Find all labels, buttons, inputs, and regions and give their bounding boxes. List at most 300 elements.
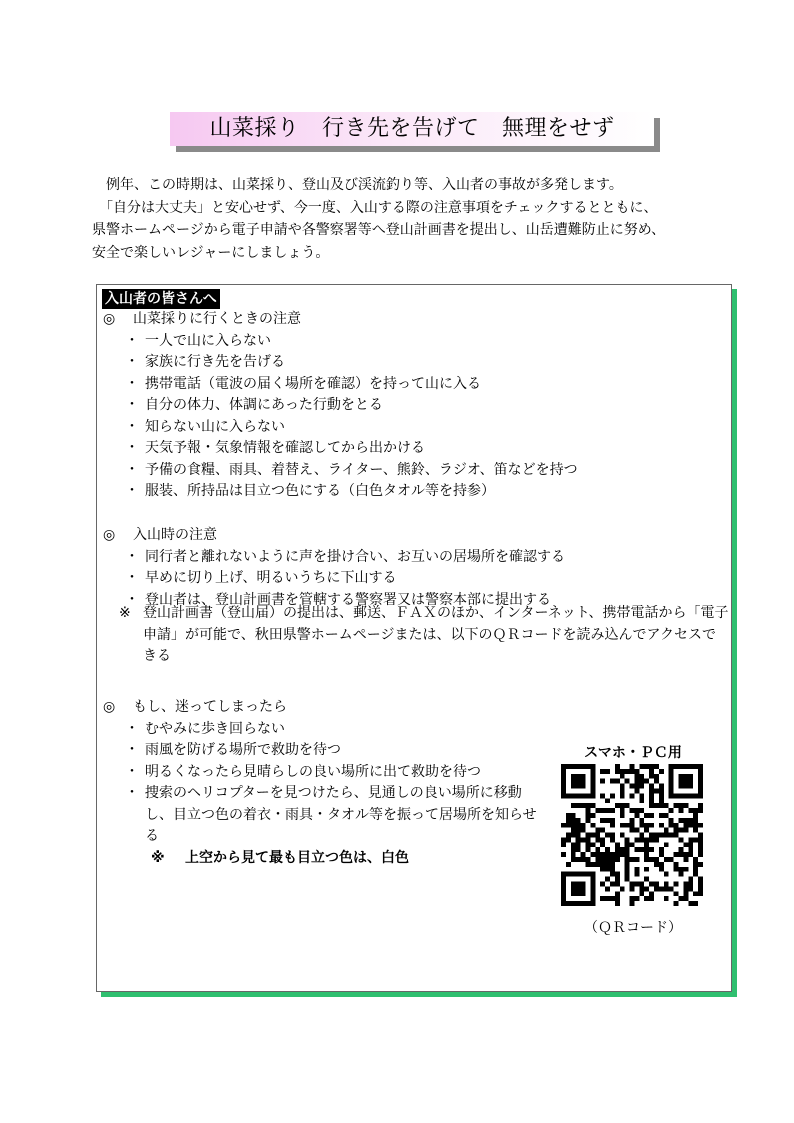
page-title: 山菜採り 行き先を告げて 無理をせず (170, 112, 654, 146)
qr-module (649, 857, 654, 862)
checklist (103, 331, 578, 503)
qr-module (683, 823, 688, 828)
qr-module (683, 886, 688, 891)
qr-module (688, 842, 693, 847)
qr-module (610, 837, 615, 842)
qr-module (561, 837, 566, 842)
qr-module (634, 857, 639, 862)
qr-module (581, 793, 586, 798)
qr-module (698, 793, 703, 798)
qr-module (561, 882, 566, 887)
qr-module (674, 882, 679, 887)
qr-module (630, 818, 635, 823)
qr-module (634, 896, 639, 901)
qr-module (590, 882, 595, 887)
qr-module (576, 901, 581, 906)
qr-module (693, 813, 698, 818)
qr-module (630, 896, 635, 901)
qr-module (585, 803, 590, 808)
qr-module (566, 818, 571, 823)
qr-module (610, 852, 615, 857)
qr-module (659, 886, 664, 891)
qr-module (571, 803, 576, 808)
qr-module (600, 818, 605, 823)
qr-module (644, 877, 649, 882)
qr-module (630, 808, 635, 813)
qr-module (698, 833, 703, 838)
qr-module (698, 784, 703, 789)
qr-module (683, 764, 688, 769)
qr-module (581, 891, 586, 896)
list-item: ・ 天気予報・気象情報を確認してから出かける (103, 438, 578, 460)
qr-module (698, 837, 703, 842)
qr-module (659, 798, 664, 803)
qr-module (561, 769, 566, 774)
qr-module (693, 764, 698, 769)
qr-module (693, 818, 698, 823)
qr-module (698, 788, 703, 793)
title-banner (170, 112, 654, 146)
qr-module (625, 867, 630, 872)
qr-module (649, 882, 654, 887)
qr-module (649, 793, 654, 798)
qr-module (664, 896, 669, 901)
qr-module (610, 882, 615, 887)
qr-module (610, 857, 615, 862)
list-item: ・ 一人で山に入らない (103, 331, 578, 353)
qr-module (571, 784, 576, 789)
qr-module (605, 798, 610, 803)
bullet-icon: ・ (125, 720, 139, 737)
qr-module (688, 882, 693, 887)
qr-module (669, 764, 674, 769)
qr-module (571, 813, 576, 818)
qr-module (590, 803, 595, 808)
qr-module (644, 842, 649, 847)
qr-module (581, 828, 586, 833)
qr-module (693, 823, 698, 828)
qr-module (590, 833, 595, 838)
qr-module (634, 774, 639, 779)
qr-module (566, 872, 571, 877)
qr-module (561, 764, 566, 769)
qr-module (679, 803, 684, 808)
qr-module (605, 818, 610, 823)
qr-module (576, 784, 581, 789)
qr-module (620, 788, 625, 793)
qr-module (679, 837, 684, 842)
qr-module (664, 833, 669, 838)
qr-module (576, 823, 581, 828)
qr-module (581, 837, 586, 842)
qr-module (698, 847, 703, 852)
qr-module (605, 852, 610, 857)
qr-module (669, 774, 674, 779)
qr-module (639, 847, 644, 852)
qr-module (644, 779, 649, 784)
qr-module (610, 896, 615, 901)
qr-module (654, 788, 659, 793)
qr-module (698, 779, 703, 784)
qr-module (576, 837, 581, 842)
section-heading (103, 309, 578, 331)
section-heading-text: もし、迷ってしまったら (133, 699, 287, 715)
qr-module (688, 837, 693, 842)
qr-module (615, 847, 620, 852)
qr-module (571, 793, 576, 798)
list-item: ・ 早めに切り上げ、明るいうちに下山する (103, 568, 565, 590)
qr-module (600, 842, 605, 847)
qr-module (600, 808, 605, 813)
qr-module (654, 833, 659, 838)
qr-module (644, 867, 649, 872)
bullet-icon: ・ (125, 570, 139, 586)
qr-module (590, 901, 595, 906)
qr-module (659, 788, 664, 793)
qr-module (595, 852, 600, 857)
qr-module (625, 837, 630, 842)
emphasis-text: 上空から見て最も目立つ色は、白色 (185, 849, 409, 866)
qr-module (566, 833, 571, 838)
intro-line: 例年、この時期は、山菜採り、登山及び渓流釣り等、入山者の事故が多発します。 (92, 177, 623, 193)
qr-module (634, 779, 639, 784)
qr-code-icon[interactable] (561, 764, 703, 906)
qr-module (693, 862, 698, 867)
list-item: ・ むやみに歩き回らない (103, 719, 545, 741)
qr-module (664, 803, 669, 808)
qr-module (698, 774, 703, 779)
qr-module (581, 779, 586, 784)
qr-module (561, 793, 566, 798)
list-item: ・ 服装、所持品は目立つ色にする（白色タオル等を持参） (103, 481, 578, 503)
intro-line: 県警ホームページから電子申請や各警察署等へ登山計画書を提出し、山岳遭難防止に努め、 (92, 222, 666, 238)
qr-module (625, 857, 630, 862)
qr-module (669, 833, 674, 838)
qr-module (610, 872, 615, 877)
list-item: ・ 雨風を防げる場所で救助を待つ (103, 740, 545, 762)
qr-module (615, 877, 620, 882)
qr-module (585, 872, 590, 877)
bullet-icon: ・ (125, 354, 139, 370)
qr-module (610, 833, 615, 838)
qr-module (654, 764, 659, 769)
qr-module (590, 896, 595, 901)
qr-module (679, 774, 684, 779)
qr-module (683, 828, 688, 833)
qr-module (605, 886, 610, 891)
qr-module (630, 882, 635, 887)
qr-module (600, 882, 605, 887)
reference-mark-icon: ※ (119, 605, 131, 621)
qr-module (625, 823, 630, 828)
qr-module (649, 784, 654, 789)
qr-module (620, 852, 625, 857)
qr-module (639, 764, 644, 769)
list-item: ・ 携帯電話（電波の届く場所を確認）を持って山に入る (103, 374, 578, 396)
list-item: ・ 明るくなったら見晴らしの良い場所に出て救助を待つ (103, 762, 545, 784)
qr-module (571, 828, 576, 833)
qr-module (581, 823, 586, 828)
qr-module (625, 877, 630, 882)
section-heading (103, 525, 565, 547)
qr-module (576, 793, 581, 798)
emphasis-note (151, 848, 545, 870)
qr-module (576, 842, 581, 847)
qr-module (674, 891, 679, 896)
qr-caption: （ＱＲコード） (584, 920, 682, 936)
qr-module (615, 852, 620, 857)
qr-module (679, 852, 684, 857)
qr-module (683, 891, 688, 896)
qr-module (600, 779, 605, 784)
qr-module (620, 886, 625, 891)
qr-module (610, 818, 615, 823)
qr-module (649, 774, 654, 779)
qr-module (600, 867, 605, 872)
qr-module (649, 847, 654, 852)
qr-module (659, 803, 664, 808)
qr-module (644, 896, 649, 901)
qr-module (561, 852, 566, 857)
qr-module (630, 793, 635, 798)
bullet-icon: ・ (125, 785, 139, 801)
qr-module (664, 882, 669, 887)
qr-module (683, 784, 688, 789)
qr-module (644, 886, 649, 891)
checklist (103, 547, 565, 612)
notice-box (96, 284, 732, 992)
qr-module (683, 852, 688, 857)
qr-module (625, 862, 630, 867)
qr-module (605, 896, 610, 901)
section-entering-mountain (103, 525, 565, 611)
qr-module (625, 842, 630, 847)
qr-module (669, 818, 674, 823)
qr-module (585, 793, 590, 798)
list-item: ・ 同行者と離れないように声を掛け合い、お互いの居場所を確認する (103, 547, 565, 569)
qr-module (590, 877, 595, 882)
qr-module (566, 764, 571, 769)
bullet-icon: ・ (125, 461, 139, 478)
qr-module (595, 857, 600, 862)
bullet-icon: ・ (125, 548, 139, 565)
qr-module (669, 788, 674, 793)
qr-module (615, 872, 620, 877)
box-header: 入山者の皆さんへ (102, 289, 220, 309)
qr-module (693, 867, 698, 872)
qr-module (693, 901, 698, 906)
qr-module (639, 779, 644, 784)
qr-module (688, 779, 693, 784)
qr-module (585, 764, 590, 769)
qr-module (585, 901, 590, 906)
qr-module (688, 852, 693, 857)
qr-module (683, 779, 688, 784)
checklist (103, 719, 545, 848)
qr-module (571, 774, 576, 779)
qr-module (659, 813, 664, 818)
bullet-icon: ・ (125, 397, 139, 413)
qr-module (600, 857, 605, 862)
qr-module (566, 793, 571, 798)
qr-module (659, 784, 664, 789)
qr-module (605, 862, 610, 867)
qr-module (581, 774, 586, 779)
qr-module (664, 828, 669, 833)
qr-module (644, 828, 649, 833)
qr-module (634, 847, 639, 852)
qr-module (634, 808, 639, 813)
qr-module (634, 813, 639, 818)
reference-mark-icon: ※ (151, 849, 165, 866)
qr-module (620, 803, 625, 808)
qr-module (605, 857, 610, 862)
qr-module (581, 764, 586, 769)
qr-module (615, 901, 620, 906)
note-text: 登山計画書（登山届）の提出は、郵送、ＦＡＸのほか、インターネット、携帯電話から「電子申請」が可能で、秋田県警ホームページまたは、以下のＱＲコードを読み込んでアクセスできる (143, 605, 729, 664)
qr-module (664, 813, 669, 818)
qr-module (649, 837, 654, 842)
qr-module (561, 877, 566, 882)
qr-module (620, 808, 625, 813)
qr-module (639, 823, 644, 828)
qr-module (639, 882, 644, 887)
qr-module (630, 842, 635, 847)
qr-module (590, 862, 595, 867)
qr-module (585, 837, 590, 842)
qr-module (659, 823, 664, 828)
qr-module (688, 784, 693, 789)
qr-module (585, 833, 590, 838)
qr-module (639, 808, 644, 813)
qr-module (659, 862, 664, 867)
qr-module (674, 764, 679, 769)
qr-module (610, 867, 615, 872)
qr-module (610, 808, 615, 813)
qr-module (693, 808, 698, 813)
qr-module (654, 803, 659, 808)
qr-module (664, 886, 669, 891)
qr-module (576, 833, 581, 838)
qr-module (571, 764, 576, 769)
qr-module (679, 764, 684, 769)
qr-module (630, 857, 635, 862)
qr-module (634, 828, 639, 833)
bullet-icon: ・ (125, 763, 139, 780)
qr-module (615, 882, 620, 887)
qr-module (571, 857, 576, 862)
qr-module (600, 769, 605, 774)
qr-module (610, 779, 615, 784)
qr-module (571, 818, 576, 823)
qr-module (649, 896, 654, 901)
list-item: ・ 登山者は、登山計画書を管轄する警察署又は警察本部に提出する (103, 590, 565, 612)
qr-module (585, 862, 590, 867)
qr-module (590, 891, 595, 896)
qr-module (590, 793, 595, 798)
qr-module (659, 867, 664, 872)
qr-module (561, 788, 566, 793)
section-mountain-vegetables (103, 309, 578, 503)
qr-module (585, 857, 590, 862)
qr-module (674, 803, 679, 808)
qr-module (654, 862, 659, 867)
qr-module (634, 784, 639, 789)
qr-module (683, 793, 688, 798)
qr-module (693, 872, 698, 877)
qr-module (654, 882, 659, 887)
qr-module (683, 774, 688, 779)
qr-module (581, 872, 586, 877)
qr-module (649, 833, 654, 838)
qr-module (659, 793, 664, 798)
qr-module (693, 828, 698, 833)
qr-module (620, 793, 625, 798)
qr-module (590, 779, 595, 784)
qr-module (688, 774, 693, 779)
qr-module (698, 852, 703, 857)
bullet-icon: ・ (125, 591, 139, 608)
qr-module (698, 862, 703, 867)
qr-module (674, 852, 679, 857)
qr-module (634, 769, 639, 774)
qr-module (630, 823, 635, 828)
qr-module (590, 764, 595, 769)
qr-module (576, 857, 581, 862)
qr-module (679, 847, 684, 852)
qr-module (590, 774, 595, 779)
qr-module (561, 823, 566, 828)
qr-module (595, 833, 600, 838)
bullet-icon: ・ (125, 418, 139, 435)
qr-module (585, 847, 590, 852)
qr-label: スマホ・ＰＣ用 (584, 745, 682, 761)
qr-module (610, 862, 615, 867)
qr-module (634, 837, 639, 842)
double-circle-icon: ◎ (103, 527, 116, 543)
qr-module (581, 784, 586, 789)
qr-module (698, 769, 703, 774)
qr-module (679, 793, 684, 798)
qr-module (688, 764, 693, 769)
qr-module (654, 779, 659, 784)
qr-module (683, 818, 688, 823)
qr-module (679, 896, 684, 901)
qr-module (674, 833, 679, 838)
qr-module (625, 779, 630, 784)
qr-module (649, 769, 654, 774)
qr-module (683, 882, 688, 887)
qr-module (649, 798, 654, 803)
qr-module (688, 886, 693, 891)
qr-module (698, 886, 703, 891)
qr-module (698, 891, 703, 896)
qr-module (669, 857, 674, 862)
qr-module (693, 793, 698, 798)
qr-module (644, 847, 649, 852)
qr-module (625, 872, 630, 877)
qr-module (688, 808, 693, 813)
qr-module (590, 788, 595, 793)
qr-module (595, 828, 600, 833)
qr-module (654, 774, 659, 779)
qr-module (649, 764, 654, 769)
section-if-lost (103, 697, 545, 869)
qr-module (630, 901, 635, 906)
qr-module (590, 852, 595, 857)
qr-module (605, 847, 610, 852)
qr-module (669, 769, 674, 774)
